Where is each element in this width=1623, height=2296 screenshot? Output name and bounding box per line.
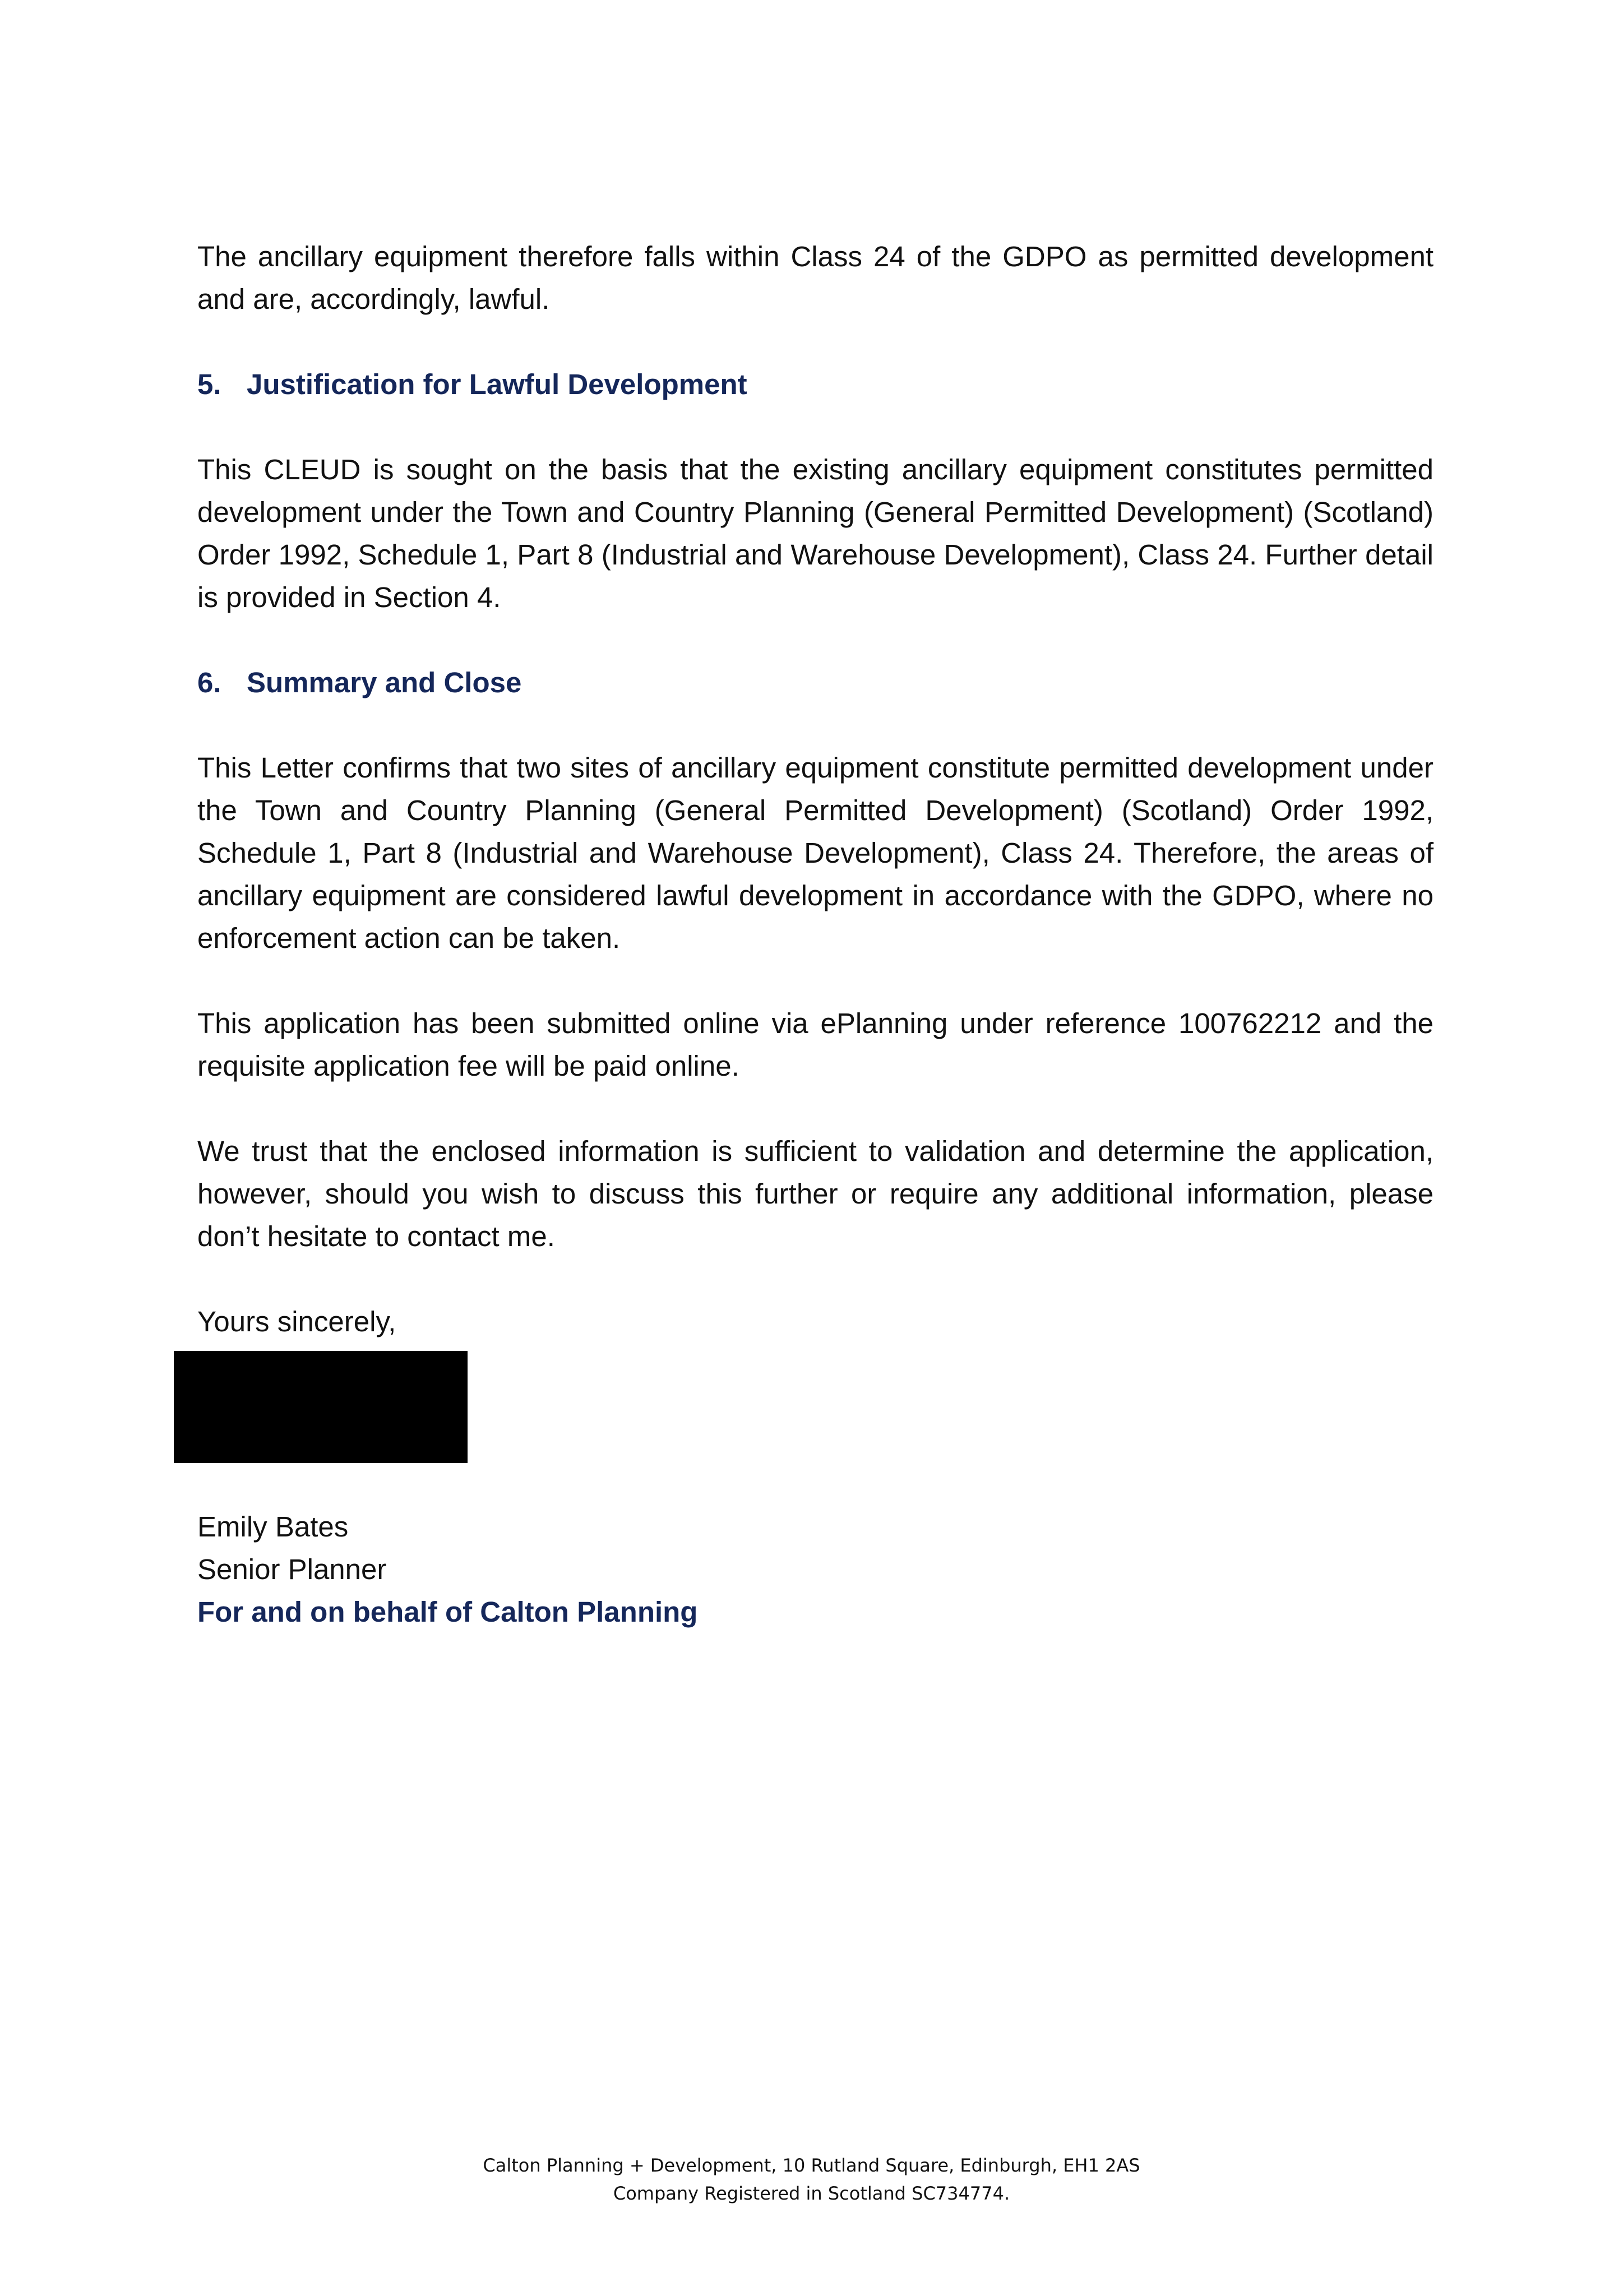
page-footer: [0, 2151, 1623, 2207]
paragraph-justification: This CLEUD is sought on the basis that the existing ancillary equipment constitutes permitted development under the Town and Country Planning (General Permitted Development) (Scotland) Order 1992, Schedule 1, Part 8 (Industrial and Warehouse Development), Class 24. Further detail is provided in Section 4.: [197, 453, 1434, 613]
signoff-block: [197, 1506, 697, 1633]
paragraph-application-reference: This application has been submitted online via ePlanning under reference 100762212 and the requisite application fee will be paid online.: [197, 1007, 1434, 1082]
letter-body: [197, 235, 1434, 1343]
section-title: Justification for Lawful Development: [247, 368, 747, 400]
signatory-company: For and on behalf of Calton Planning: [197, 1596, 698, 1628]
section-heading-justification: [197, 363, 1434, 406]
paragraph-contact: We trust that the enclosed information is sufficient to validation and determine the application, however, should you wish to discuss this further or require any additional information, please don’t hesitate to contact me.: [197, 1135, 1434, 1252]
closing-salutation: Yours sincerely,: [197, 1306, 396, 1337]
section-number: 6.: [197, 666, 221, 698]
paragraph-class-24-conclusion: The ancillary equipment therefore falls within Class 24 of the GDPO as permitted development and are, accordingly, lawful.: [197, 240, 1434, 315]
footer-registration: Company Registered in Scotland SC734774.: [613, 2183, 1010, 2204]
paragraph-summary: This Letter confirms that two sites of ancillary equipment constitute permitted development under the Town and Country Planning (General Permitted Development) (Scotland) Order 1992, Schedule 1, Part 8 (Industrial and Warehouse Development), Class 24. Therefore, the areas of ancillary equipment are considered lawful development in accordance with the GDPO, where no enforcement action can be taken.: [197, 752, 1434, 954]
section-heading-summary: [197, 661, 1434, 704]
redacted-signature-block: [174, 1351, 468, 1463]
section-title: Summary and Close: [247, 666, 522, 698]
section-number: 5.: [197, 368, 221, 400]
signatory-name: Emily Bates: [197, 1511, 349, 1543]
signatory-role: Senior Planner: [197, 1553, 387, 1585]
footer-address: Calton Planning + Development, 10 Rutland Square, Edinburgh, EH1 2AS: [483, 2155, 1140, 2176]
